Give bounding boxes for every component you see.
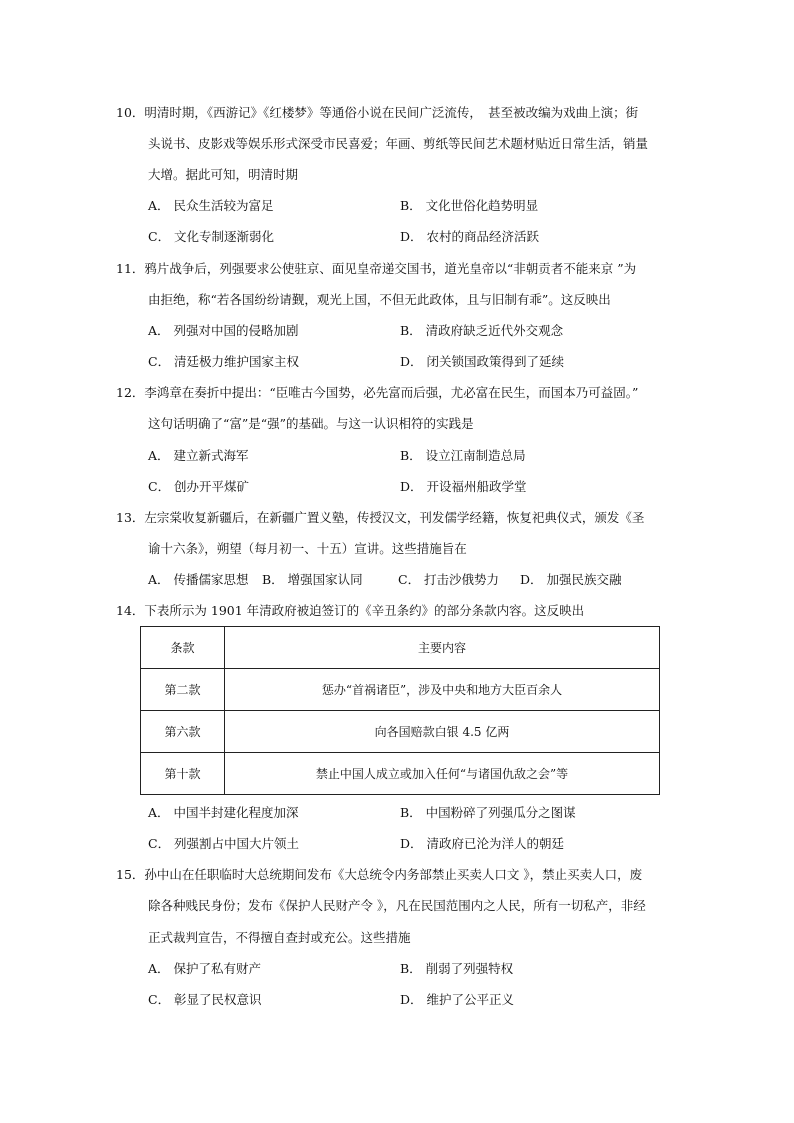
q10-line-1: 10．明清时期，《西游记》《红楼梦》等通俗小说在民间广泛流传， 甚至被改编为戏曲上演；街 <box>116 105 639 120</box>
q11-option-c: C． 清廷极力维护国家主权 <box>148 354 300 369</box>
q12-line-2: 这句话明确了“富”是“强”的基础。与这一认识相符的实践是 <box>148 416 474 431</box>
q11-line-2: 由拒绝，称“若各国纷纷请觐，观光上国，不但无此政体，且与旧制有乖”。这反映出 <box>148 292 611 307</box>
q12-option-b: B． 设立江南制造总局 <box>400 448 526 463</box>
q13-option-a: A． 传播儒家思想 <box>148 572 249 587</box>
table-row <box>141 753 660 795</box>
q10-line-3: 大增。据此可知，明清时期 <box>148 167 299 182</box>
table-row <box>141 711 660 753</box>
q13-option-d: D． 加强民族交融 <box>520 572 622 587</box>
q12-line-1: 12．李鸿章在奏折中提出：“臣唯古今国势，必先富而后强，尤必富在民生，而国本乃可益固。” <box>116 385 639 400</box>
table-cell-clause: 第二款 <box>141 669 225 711</box>
q15-option-d: D． 维护了公平正义 <box>400 992 514 1007</box>
q10-option-c: C． 文化专制逐渐弱化 <box>148 229 275 244</box>
q12-option-d: D． 开设福州船政学堂 <box>400 479 527 494</box>
table-cell-content: 惩办“首祸诸臣”，涉及中央和地方大臣百余人 <box>225 669 660 711</box>
table-row <box>141 669 660 711</box>
q10-option-a: A． 民众生活较为富足 <box>148 198 274 213</box>
q12-option-a: A． 建立新式海军 <box>148 448 249 463</box>
q13-line-1: 13．左宗棠收复新疆后，在新疆广置义塾，传授汉文，刊发儒学经籍，恢复祀典仪式，颁发《圣 <box>116 510 645 525</box>
q11-option-b: B． 清政府缺乏近代外交观念 <box>400 323 564 338</box>
table-header-row <box>141 627 660 669</box>
q15-line-1: 15．孙中山在任职临时大总统期间发布《大总统令内务部禁止买卖人口文 》，禁止买卖人口，废 <box>116 867 643 882</box>
table-header-content: 主要内容 <box>225 627 660 669</box>
q12-option-c: C． 创办开平煤矿 <box>148 479 250 494</box>
treaty-clauses-table <box>140 626 660 795</box>
q10-line-2: 头说书、皮影戏等娱乐形式深受市民喜爱；年画、剪纸等民间艺术题材贴近日常生活，销量 <box>148 136 649 151</box>
table-cell-content: 禁止中国人成立或加入任何“与诸国仇敌之会”等 <box>225 753 660 795</box>
q15-line-2: 除各种贱民身份；发布《保护人民财产令 》，凡在民国范围内之人民，所有一切私产，非经 <box>148 898 646 913</box>
q11-option-d: D． 闭关锁国政策得到了延续 <box>400 354 564 369</box>
q14-option-a: A． 中国半封建化程度加深 <box>148 805 299 820</box>
q14-option-d: D． 清政府已沦为洋人的朝廷 <box>400 836 564 851</box>
q10-option-d: D． 农村的商品经济活跃 <box>400 229 539 244</box>
q11-line-1: 11．鸦片战争后，列强要求公使驻京、面见皇帝递交国书，道光皇帝以“非朝贡者不能来京 ”为 <box>116 261 637 276</box>
q15-option-b: B． 削弱了列强特权 <box>400 961 514 976</box>
q14-option-c: C． 列强割占中国大片领土 <box>148 836 300 851</box>
q15-line-3: 正式裁判宣告，不得擅自查封或充公。这些措施 <box>148 930 411 945</box>
q14-option-b: B． 中国粉碎了列强瓜分之图谋 <box>400 805 576 820</box>
q11-option-a: A． 列强对中国的侵略加剧 <box>148 323 299 338</box>
q13-option-c: C． 打击沙俄势力 <box>398 572 500 587</box>
table-cell-content: 向各国赔款白银 4.5 亿两 <box>225 711 660 753</box>
q13-option-b: B． 增强国家认同 <box>262 572 363 587</box>
q13-line-2: 谕十六条》，朔望（每月初一、十五）宣讲。这些措施旨在 <box>148 541 467 556</box>
table-cell-clause: 第十款 <box>141 753 225 795</box>
table-cell-clause: 第六款 <box>141 711 225 753</box>
q15-option-a: A． 保护了私有财产 <box>148 961 262 976</box>
table-header-clause: 条款 <box>141 627 225 669</box>
q10-option-b: B． 文化世俗化趋势明显 <box>400 198 539 213</box>
q14-line-1: 14．下表所示为 1901 年清政府被迫签订的《辛丑条约》的部分条款内容。这反映出 <box>116 603 585 618</box>
q15-option-c: C． 彰显了民权意识 <box>148 992 262 1007</box>
